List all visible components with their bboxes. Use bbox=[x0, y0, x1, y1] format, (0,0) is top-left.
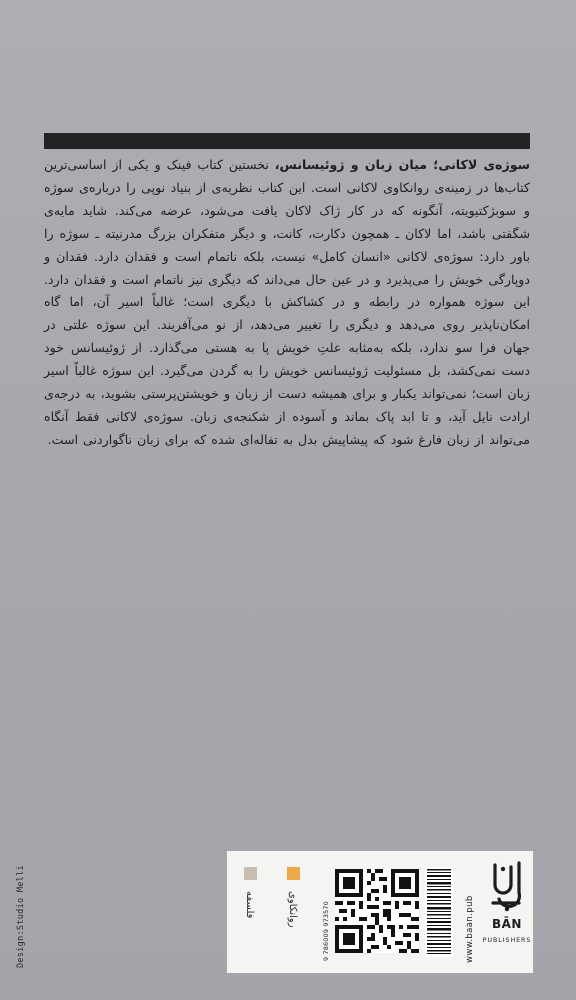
publisher-subtitle: PUBLISHERS bbox=[482, 937, 532, 944]
qr-code-icon bbox=[335, 869, 419, 953]
blurb-lead-title: سوژه‌ی لاکانی؛ میان زبان و ژوئیسانس، bbox=[274, 157, 531, 172]
blurb-body: نخستین کتاب فینک و یکی از اساسی‌ترین کتاب‌ها در زمینه‌ی روانکاوی لاکانی است. این کتاب نظریه‌ی از بنیاد نوپی را درباره‌ی سوژه و سوبژکتیویته، آنگونه که در کار ژاک لاکان یافت می‌شود، عرضه می‌کند. شاید مایه‌ی شگفتی باشد، اما لاکان ـ همچون دکارت، کانت، و دیگر متفکران بزرگ مدرنیته ـ سوژه را باور دارد: سوژه‌ی لاکانی «انسان کامل» نیست، بلکه ناتمام است و فقدان دارد. فقدان و دوپارگی خویش را می‌پذیرد و در عین حال می‌داند که دیگری نیز ناتمام است و فقدان دارد. این سوژه همواره در رابطه و در کشاکش با دیگری است؛ غالباً اسیر آن، اما گاه امکان‌ناپذیر روی می‌دهد و دیگری را تغییر می‌دهد، از نو می‌آفریند. این سوژه علتی در جهان فرا سو ندارد، بلکه به‌مثابه علتِ خویش پا به هستی می‌گذارد. از ژوئیسانس خود دست نمی‌کشد، بل مسئولیت ژوئیسانس خویش را به گردن می‌گیرد. این سوژه غالباً اسیر زبان است؛ نمی‌تواند یکبار و برای همیشه دست از زبان و خویشتن‌پرستی بشوید، به درجه‌ی ارادت نایل آید، و تا ابد پاک بماند و آسوده از شکنجه‌ی زبان. سوژه‌ی لاکانی فقط آنگاه می‌تواند از زبان فارغ شود که پیشاپیش بدل به تفاله‌ای شده که برای زبان ناگواردنی است. bbox=[44, 157, 530, 447]
publisher-info-panel bbox=[227, 851, 533, 973]
isbn-barcode-block bbox=[319, 861, 459, 963]
isbn-number: 9 786009 973570 bbox=[322, 901, 330, 961]
barcode-icon bbox=[425, 867, 453, 957]
publisher-logo bbox=[482, 859, 532, 965]
category-philosophy bbox=[242, 867, 260, 959]
category-swatch bbox=[244, 867, 257, 880]
design-credit: Design:Studio Melli bbox=[16, 865, 26, 968]
top-divider-bar bbox=[44, 133, 530, 149]
publisher-logo-icon bbox=[487, 859, 527, 913]
category-label: فلسفه bbox=[244, 891, 255, 919]
blurb-paragraph bbox=[44, 154, 530, 452]
publisher-url[interactable]: www.baan.pub bbox=[465, 895, 475, 963]
publisher-name: BĀN bbox=[492, 917, 522, 931]
category-psychoanalysis bbox=[285, 867, 303, 959]
category-label: روانکاوی bbox=[287, 891, 298, 928]
category-swatch bbox=[287, 867, 300, 880]
